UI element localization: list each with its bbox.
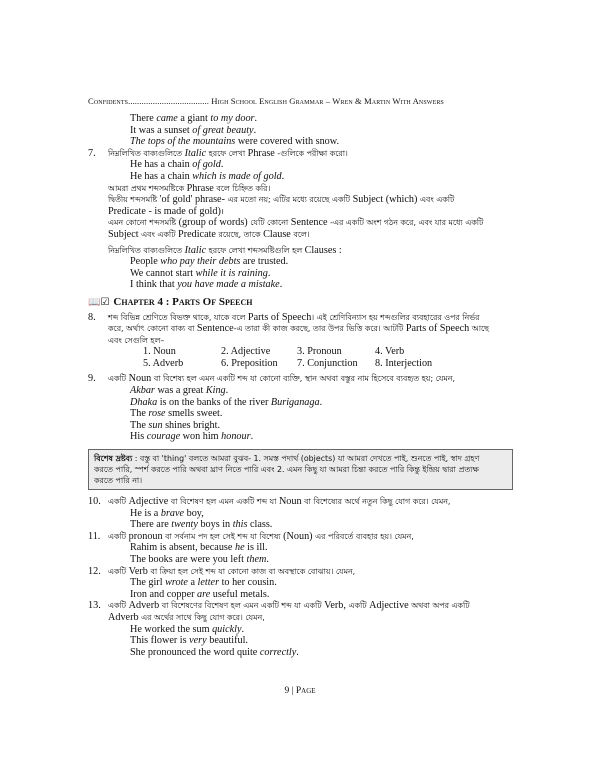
explanation-line: এবং সেগুলি হল–	[108, 335, 165, 345]
explanation-line: Predicate - is made of gold)।	[108, 205, 224, 217]
example-line: Akbar was a great King.	[130, 385, 229, 397]
example-line: The sun shines bright.	[130, 419, 220, 431]
example-line: I think that you have made a mistake.	[130, 279, 283, 291]
list-item: 7. Conjunction	[297, 357, 358, 369]
example-line: The rose smells sweet.	[130, 408, 223, 420]
example-line: The girl wrote a letter to her cousin.	[130, 577, 277, 589]
explanation-line: দ্বিতীয় শব্দসমষ্টি 'of gold' phrase- এর মতো নয়; এটির মধ্যে রয়েছে একটি Subject (which) এবং একটি	[108, 194, 455, 206]
page-number: 9 | Page	[284, 686, 316, 696]
example-line: His courage won him honour.	[130, 431, 254, 443]
list-item: 6. Preposition	[221, 357, 278, 369]
example-line: This flower is very beautiful.	[130, 635, 248, 647]
explanation-line: আমরা প্রথম শব্দসমষ্টিকে Phrase বলে চিহ্নিত করি।	[108, 182, 271, 194]
section-13-intro: 13. একটি Adverb বা বিশেষণের বিশেষণ হল এমন একটি শব্দ যা একটি Verb, একটি Adjective অথবা অপর একটি	[88, 600, 470, 612]
list-item: 2. Adjective	[221, 346, 271, 358]
list-item: 1. Noun	[143, 346, 176, 358]
page-content	[88, 113, 528, 658]
explanation-line: এমন কোনো শব্দসমষ্টি (group of words) যেটি কোনো Sentence -এর একটি অংশ গঠন করে, এবং যার মধ্যে একটি	[108, 217, 484, 229]
example-line: Iron and copper are useful metals.	[130, 588, 270, 600]
running-header: Confidents.................................... High School English Grammar – Wren & Martin With Answers	[88, 96, 444, 106]
book-checkbox-icon: 📖☑	[88, 296, 110, 308]
chapter-heading	[88, 297, 528, 309]
note-box: বিশেষ দ্রষ্টব্য : বস্তু বা 'thing' বলতে আমরা বুঝব- 1. সমস্ত পদার্থ (objects) যা আমরা দেখতে পাই, শুনতে পাই, স্বাদ গ্রহণ করতে পারি, স্পর্শ করতে পারি অথবা ঘ্রাণ নিতে পারি এবং 2. এমন কিছু যা আমরা চিন্তা করতে পারি কিন্তু ইন্দ্রিয় দ্বারা প্রত্যক্ষ করতে পারি না।	[88, 449, 513, 490]
section-12-intro: 12. একটি Verb বা ক্রিয়া হল সেই শব্দ যা কোনো কাজ বা অবস্থাকে বোঝায়। যেমন,	[88, 565, 356, 577]
example-line: He is a brave boy,	[130, 507, 204, 519]
explanation-line: Adverb এর অর্থের সাথে কিছু যোগ করে। যেমন,	[108, 611, 265, 623]
example-line: The books are were you left them.	[130, 554, 269, 565]
explanation-line: Subject এবং একটি Predicate রয়েছে, তাকে Clause বলে।	[108, 228, 310, 240]
parts-of-speech-list	[88, 346, 528, 369]
list-item: 3. Pronoun	[297, 346, 342, 358]
explanation-line: করে, অর্থাৎ কোনো বাক্য বা Sentence-এ তারা কী কাজ করছে, তার উপর ভিত্তি করে। আটটি Parts of Speech আছে	[108, 323, 489, 335]
section-8-intro: 8. শব্দ বিভিন্ন শ্রেণিতে বিভক্ত থাকে, যাকে বলে Parts of Speech। এই শ্রেণিবিন্যাস হয় শব্দগুলির ব্যবহারের ওপর নির্ভর	[88, 311, 480, 323]
example-line: There are twenty boys in this class.	[130, 519, 273, 531]
example-line: The tops of the mountains were covered with snow.	[130, 136, 340, 148]
example-line: Dhaka is on the banks of the river Buriganaga.	[130, 396, 323, 408]
section-11-intro: 11. একটি pronoun বা সর্বনাম পদ হল সেই শব্দ যা বিশেষ্য (Noun) এর পরিবর্তে ব্যবহার হয়। যেমন,	[88, 530, 414, 542]
list-item: 5. Adverb	[143, 357, 184, 369]
example-line: We cannot start while it is raining.	[130, 267, 271, 279]
section-7-intro: 7. নিম্নলিখিত বাক্যগুলিতে Italic হরফে লেখা Phrase -গুলিকে পরীক্ষা করো।	[88, 147, 348, 159]
example-line: He has a chain which is made of gold.	[130, 170, 285, 182]
section-9-intro: 9. একটি Noun বা বিশেষ্য হল এমন একটি শব্দ যা কোনো ব্যক্তি, স্থান অথবা বস্তুর নাম হিসেবে ব্যবহৃত হয়; যেমন,	[88, 373, 455, 385]
example-line: It was a sunset of great beauty.	[130, 124, 257, 136]
explanation-line: নিম্নলিখিত বাক্যগুলিতে Italic হরফে লেখা শব্দসমষ্টিগুলি হল Clauses :	[108, 244, 342, 256]
example-line: There came a giant to my door.	[130, 113, 258, 124]
chapter-title: Chapter 4 : Parts Of Speech	[113, 295, 253, 308]
example-line: She pronounced the word quite correctly.	[130, 646, 299, 658]
note-label: বিশেষ দ্রষ্টব্য	[94, 454, 133, 464]
section-10-intro: 10. একটি Adjective বা বিশেষণ হল এমন একটি শব্দ যা Noun বা বিশেষ্যের অর্থে নতুন কিছু যোগ করে। যেমন,	[88, 496, 451, 508]
example-line: Rahim is absent, because he is ill.	[130, 542, 268, 554]
list-item: 8. Interjection	[375, 357, 433, 369]
example-line: He has a chain of gold.	[130, 159, 224, 171]
list-item: 4. Verb	[375, 346, 405, 358]
example-line: People who pay their debts are trusted.	[130, 256, 289, 268]
example-line: He worked the sum quickly.	[130, 623, 245, 635]
